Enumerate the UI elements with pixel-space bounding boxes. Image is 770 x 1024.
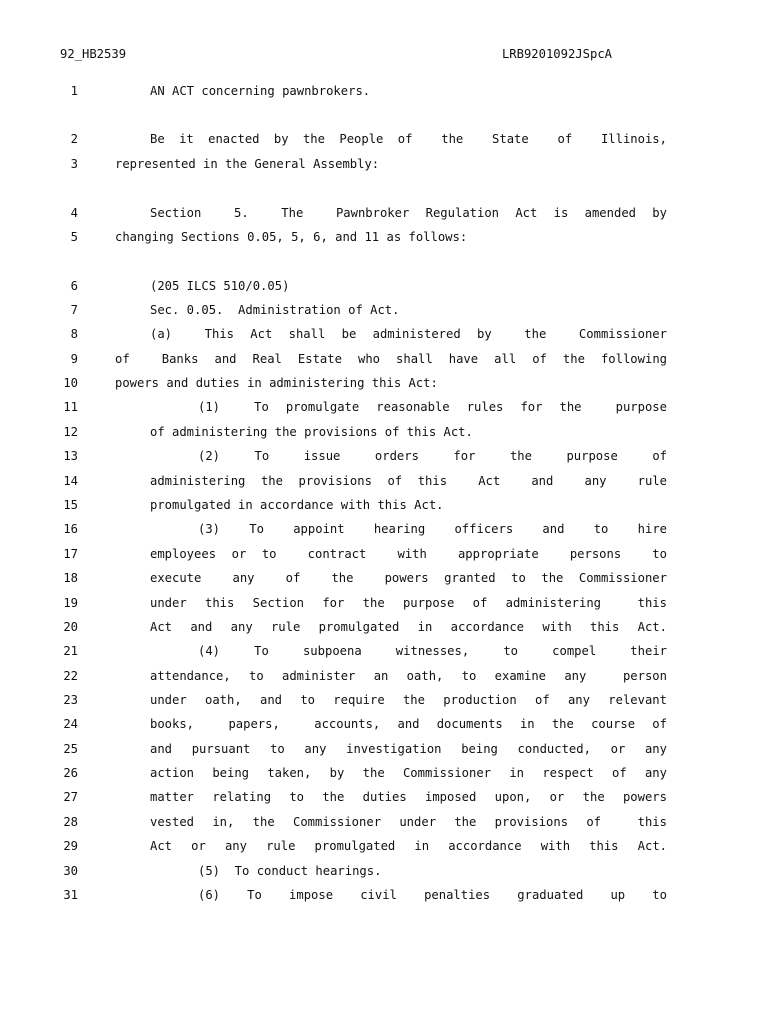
line-text: (6) To impose civil penalties graduated up to xyxy=(198,888,667,902)
line-number: 6 xyxy=(70,279,78,293)
line-text: execute any of the powers granted to the Commissioner xyxy=(150,571,667,585)
line-text: (3) To appoint hearing officers and to hire xyxy=(198,522,667,536)
line-text: (1) To promulgate reasonable rules for the purpose xyxy=(198,400,667,414)
line-number: 20 xyxy=(63,620,78,634)
bill-line xyxy=(0,157,770,175)
bill-line xyxy=(0,547,770,565)
line-text: Act or any rule promulgated in accordance with this Act. xyxy=(150,839,667,853)
line-number: 14 xyxy=(63,474,78,488)
line-number: 1 xyxy=(70,84,78,98)
bill-line xyxy=(0,815,770,833)
line-text: employees or to contract with appropriate persons to xyxy=(150,547,667,561)
line-number: 19 xyxy=(63,596,78,610)
bill-line xyxy=(0,596,770,614)
line-number: 21 xyxy=(63,644,78,658)
bill-line xyxy=(0,400,770,418)
bill-number: 92_HB2539 xyxy=(60,47,127,61)
line-number: 9 xyxy=(70,352,78,366)
bill-line xyxy=(0,864,770,882)
bill-line xyxy=(0,571,770,589)
line-number: 16 xyxy=(63,522,78,536)
bill-line xyxy=(0,620,770,638)
line-text: books, papers, accounts, and documents in the course of xyxy=(150,717,667,731)
line-text: powers and duties in administering this Act: xyxy=(115,376,438,390)
line-number: 25 xyxy=(63,742,78,756)
bill-line xyxy=(0,839,770,857)
bill-line xyxy=(0,376,770,394)
line-number: 7 xyxy=(70,303,78,317)
bill-line xyxy=(0,766,770,784)
line-number: 28 xyxy=(63,815,78,829)
bill-line xyxy=(0,425,770,443)
bill-line xyxy=(0,84,770,102)
line-number: 10 xyxy=(63,376,78,390)
line-number: 22 xyxy=(63,669,78,683)
line-number: 8 xyxy=(70,327,78,341)
bill-line xyxy=(0,693,770,711)
line-text: (205 ILCS 510/0.05) xyxy=(150,279,290,293)
bill-line xyxy=(0,449,770,467)
line-text: vested in, the Commissioner under the provisions of this xyxy=(150,815,667,829)
line-text: action being taken, by the Commissioner in respect of any xyxy=(150,766,667,780)
bill-line xyxy=(0,742,770,760)
line-text: under this Section for the purpose of administering this xyxy=(150,596,667,610)
bill-line xyxy=(0,717,770,735)
line-text: administering the provisions of this Act and any rule xyxy=(150,474,667,488)
line-text: (4) To subpoena witnesses, to compel their xyxy=(198,644,667,658)
lrb-reference: LRB9201092JSpcA xyxy=(501,47,612,61)
bill-line xyxy=(0,132,770,150)
line-number: 12 xyxy=(63,425,78,439)
bill-line xyxy=(0,303,770,321)
bill-line xyxy=(0,327,770,345)
line-number: 4 xyxy=(70,206,78,220)
line-text: Section 5. The Pawnbroker Regulation Act is amended by xyxy=(150,206,667,220)
line-text: changing Sections 0.05, 5, 6, and 11 as follows: xyxy=(115,230,468,244)
line-text: (a) This Act shall be administered by the Commissioner xyxy=(150,327,667,341)
line-text: and pursuant to any investigation being conducted, or any xyxy=(150,742,667,756)
line-number: 30 xyxy=(63,864,78,878)
bill-line xyxy=(0,474,770,492)
line-text: (2) To issue orders for the purpose of xyxy=(198,449,667,463)
bill-line xyxy=(0,790,770,808)
line-number: 13 xyxy=(63,449,78,463)
line-text: AN ACT concerning pawnbrokers. xyxy=(150,84,371,98)
line-number: 15 xyxy=(63,498,78,512)
bill-line xyxy=(0,352,770,370)
bill-line xyxy=(0,498,770,516)
line-number: 2 xyxy=(70,132,78,146)
line-text: of administering the provisions of this Act. xyxy=(150,425,473,439)
line-number: 5 xyxy=(70,230,78,244)
line-number: 26 xyxy=(63,766,78,780)
line-number: 3 xyxy=(70,157,78,171)
line-text: Be it enacted by the People of the State of Illinois, xyxy=(150,132,667,146)
line-number: 11 xyxy=(63,400,78,414)
bill-line xyxy=(0,522,770,540)
line-text: Act and any rule promulgated in accordance with this Act. xyxy=(150,620,667,634)
bill-line xyxy=(0,888,770,906)
line-text: matter relating to the duties imposed upon, or the powers xyxy=(150,790,667,804)
line-text: of Banks and Real Estate who shall have all of the following xyxy=(115,352,667,366)
line-text: (5) To conduct hearings. xyxy=(198,864,382,878)
bill-line xyxy=(0,669,770,687)
line-text: represented in the General Assembly: xyxy=(115,157,380,171)
line-text: attendance, to administer an oath, to examine any person xyxy=(150,669,667,683)
line-number: 18 xyxy=(63,571,78,585)
line-number: 24 xyxy=(63,717,78,731)
bill-line xyxy=(0,279,770,297)
line-text: promulgated in accordance with this Act. xyxy=(150,498,444,512)
line-number: 27 xyxy=(63,790,78,804)
line-number: 29 xyxy=(63,839,78,853)
line-number: 23 xyxy=(63,693,78,707)
bill-line xyxy=(0,644,770,662)
bill-line xyxy=(0,230,770,248)
line-text: Sec. 0.05. Administration of Act. xyxy=(150,303,400,317)
bill-line xyxy=(0,206,770,224)
line-number: 31 xyxy=(63,888,78,902)
line-text: under oath, and to require the production of any relevant xyxy=(150,693,667,707)
line-number: 17 xyxy=(63,547,78,561)
